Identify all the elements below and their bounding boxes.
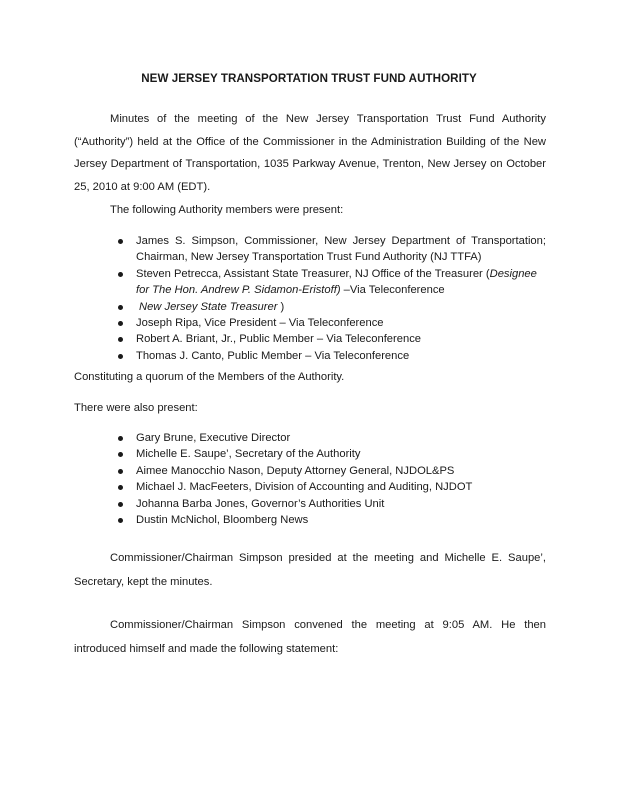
list-item: Joseph Ripa, Vice President – Via Teleconference (118, 315, 546, 331)
list-item: New Jersey State Treasurer ) (118, 299, 546, 315)
list-item: Steven Petrecca, Assistant State Treasurer, NJ Office of the Treasurer (Designee for The Hon. Andrew P. Sidamon-Eristoff) –Via Teleconference (118, 266, 546, 299)
also-present-heading: There were also present: (74, 402, 198, 414)
quorum-text: Constituting a quorum of the Members of the Authority. (74, 371, 345, 383)
intro-line-2: (“Authority”) held at the Office of the Commissioner in the Administration Building of the New (74, 135, 546, 148)
convened-paragraph: Commissioner/Chairman Simpson convened the meeting at 9:05 AM. He then introduced himself and made the following statement: (74, 619, 546, 655)
also-present-list (118, 430, 546, 528)
bullet-icon (118, 321, 123, 326)
bullet-icon (118, 239, 123, 244)
intro-line-4: 25, 2010 at 9:00 AM (EDT). (74, 180, 211, 193)
list-item: Thomas J. Canto, Public Member – Via Teleconference (118, 348, 546, 364)
list-item: Michael J. MacFeeters, Division of Accounting and Auditing, NJDOT (118, 479, 546, 495)
document-title: NEW JERSEY TRANSPORTATION TRUST FUND AUTHORITY (141, 72, 477, 85)
presided-paragraph: Commissioner/Chairman Simpson presided at the meeting and Michelle E. Saupe’, Secretary, kept the minutes. (74, 552, 546, 588)
bullet-icon (118, 337, 123, 342)
bullet-icon (118, 518, 123, 523)
list-item: Michelle E. Saupe’, Secretary of the Authority (118, 446, 546, 462)
bullet-icon (118, 452, 123, 457)
list-item: Johanna Barba Jones, Governor’s Authorities Unit (118, 496, 546, 512)
bullet-icon (118, 305, 123, 310)
list-item: James S. Simpson, Commissioner, New Jersey Department of Transportation; Chairman, New Jersey Transportation Trust Fund Authority (NJ TTFA) (118, 233, 546, 266)
list-item: Gary Brune, Executive Director (118, 430, 546, 446)
list-item: Dustin McNichol, Bloomberg News (118, 512, 546, 528)
intro-line-3: Jersey Department of Transportation, 1035 Parkway Avenue, Trenton, New Jersey on October (74, 158, 546, 170)
members-list (118, 233, 546, 364)
intro-paragraph (74, 108, 546, 198)
bullet-icon (118, 272, 123, 277)
bullet-icon (118, 436, 123, 441)
intro-line-1: Minutes of the meeting of the New Jersey Transportation Trust Fund Authority (110, 113, 546, 125)
list-item: Aimee Manocchio Nason, Deputy Attorney General, NJDOL&PS (118, 463, 546, 479)
list-item: Robert A. Briant, Jr., Public Member – Via Teleconference (118, 331, 546, 347)
members-heading: The following Authority members were present: (110, 204, 344, 216)
bullet-icon (118, 502, 123, 507)
bullet-icon (118, 354, 123, 359)
bullet-icon (118, 485, 123, 490)
bullet-icon (118, 469, 123, 474)
